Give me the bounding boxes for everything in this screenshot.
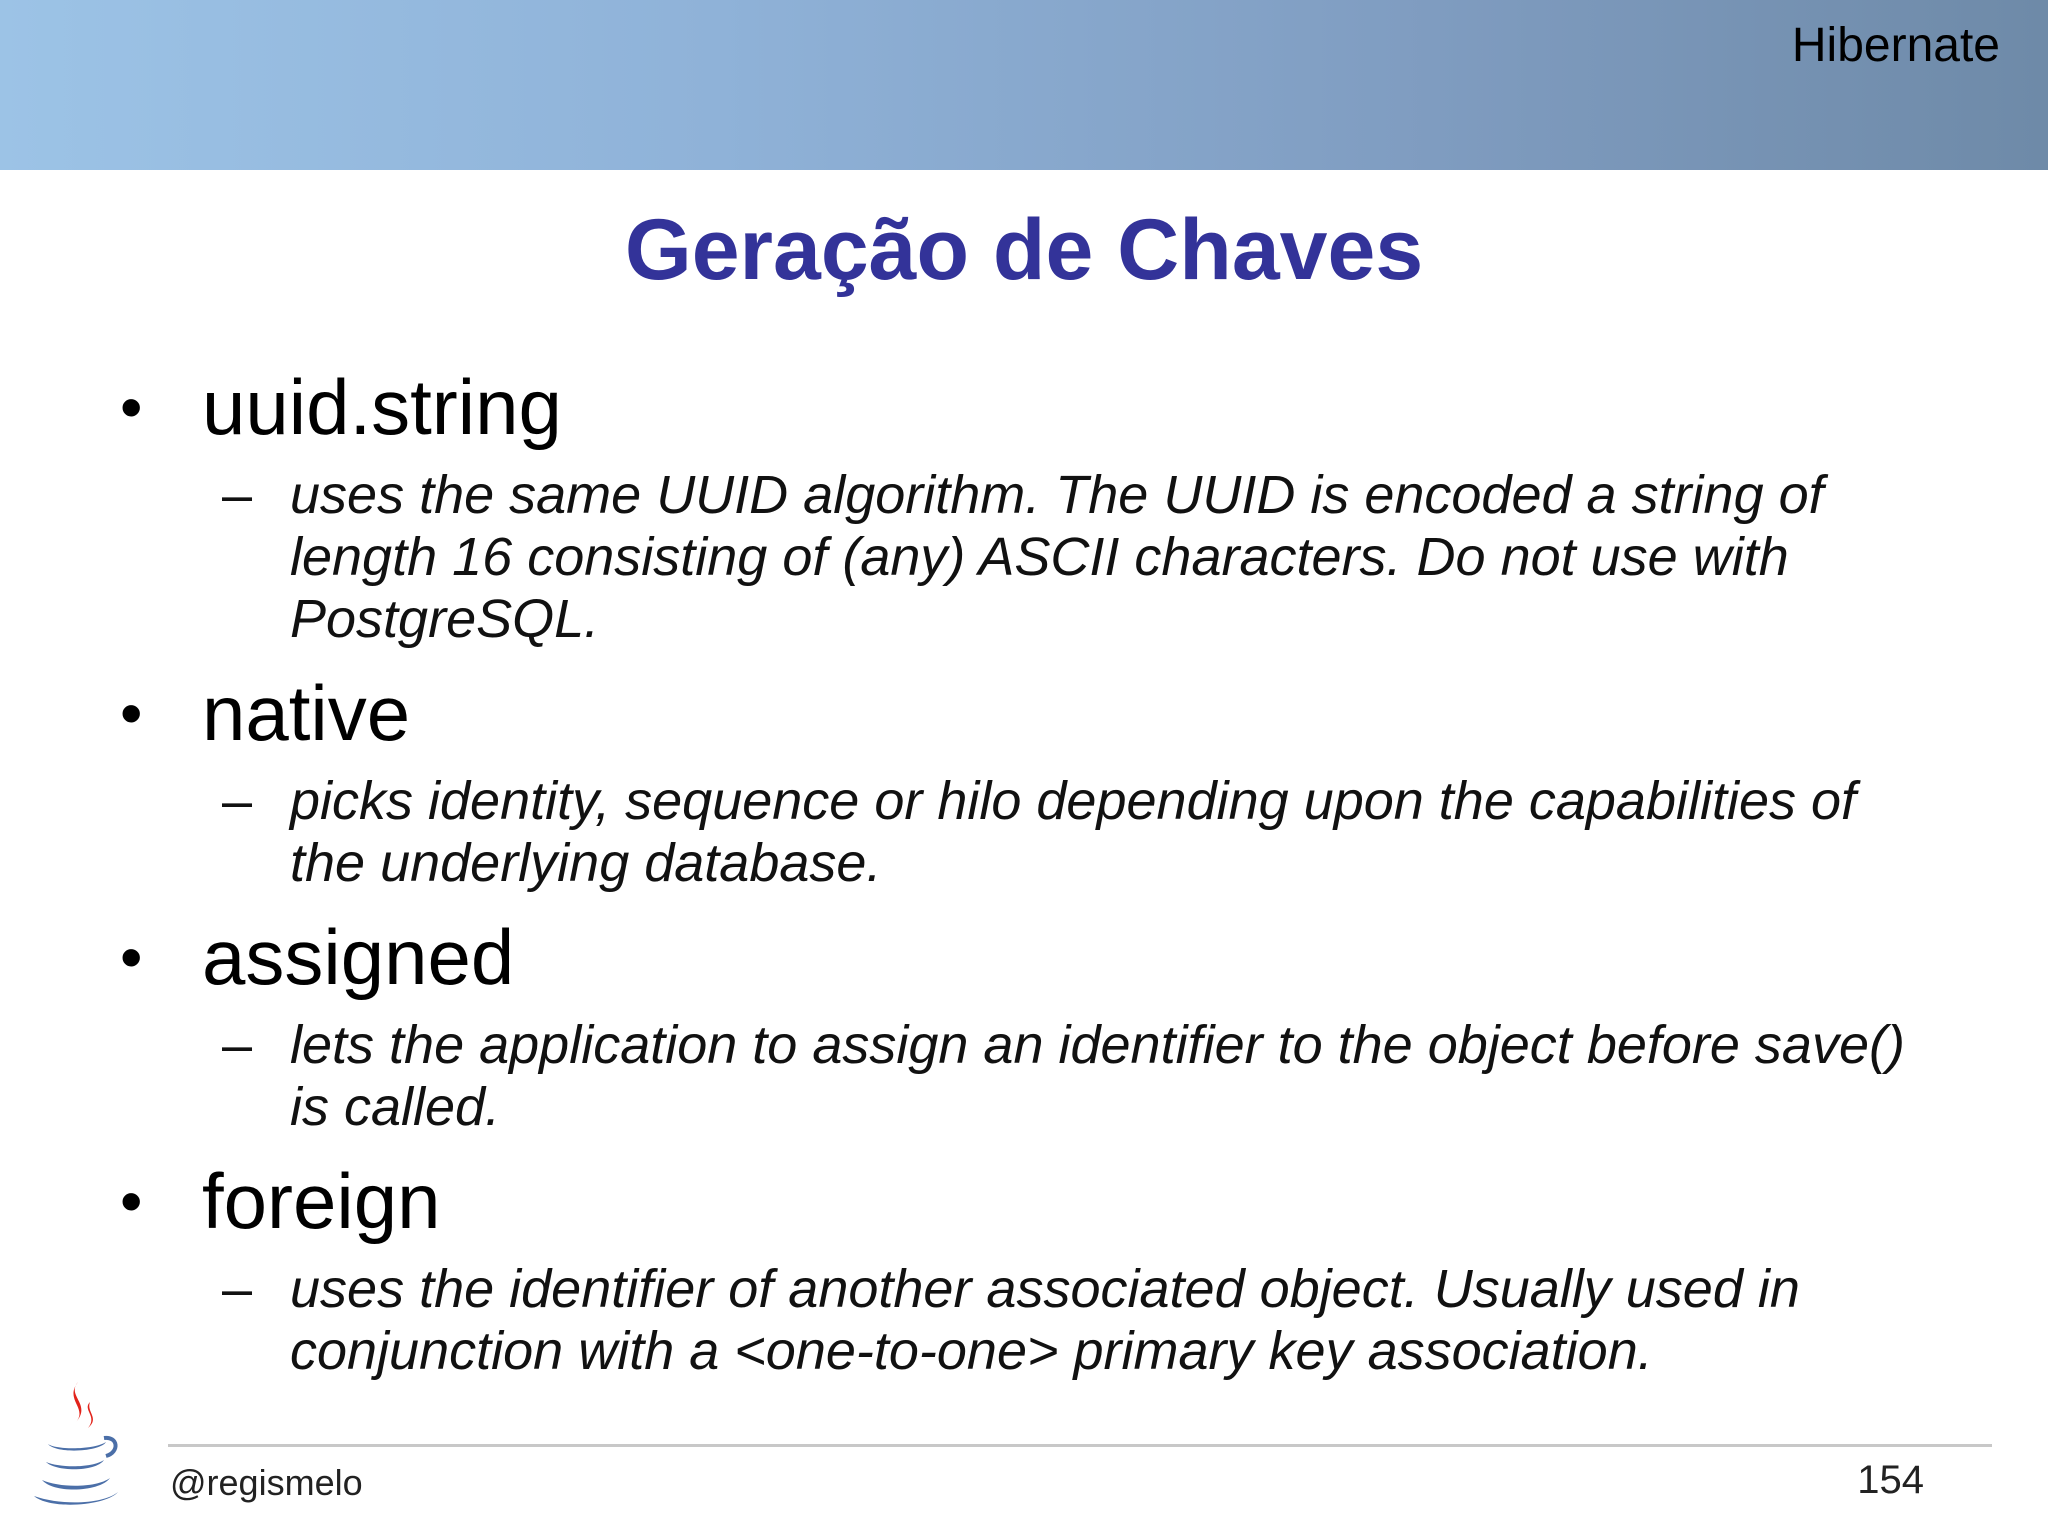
bullet-item — [120, 912, 1940, 1002]
sub-item-text: picks identity, sequence or hilo depending upon the capabilities of the underlying database. — [290, 771, 1857, 893]
bullet-term: foreign — [202, 1157, 441, 1245]
sub-item-text: lets the application to assign an identifier to the object before save() is called. — [290, 1015, 1905, 1137]
bullet-term: native — [202, 669, 411, 757]
bullet-item — [120, 668, 1940, 758]
bullet-dot-icon: • — [120, 677, 143, 749]
header-label: Hibernate — [1791, 19, 2000, 72]
sub-item — [120, 1258, 1940, 1382]
footer-handle: @regismelo — [170, 1462, 363, 1503]
bullet-dot-icon: • — [120, 921, 143, 993]
dash-icon: – — [222, 1259, 253, 1319]
sub-item — [120, 464, 1940, 650]
sub-item-text: uses the same UUID algorithm. The UUID is encoded a string of length 16 consisting of (any) ASCII characters. Do not use with PostgreSQL. — [290, 465, 1824, 649]
sub-item — [120, 770, 1940, 894]
bullet-term: assigned — [202, 913, 515, 1001]
dash-icon: – — [222, 1015, 253, 1075]
dash-icon: – — [222, 465, 253, 525]
dash-icon: – — [222, 771, 253, 831]
header-bar — [0, 0, 2048, 170]
footer-divider — [168, 1444, 1992, 1447]
bullet-item — [120, 1156, 1940, 1246]
bullet-term: uuid.string — [202, 363, 562, 451]
page-number: 154 — [1857, 1458, 1924, 1502]
java-logo-icon — [26, 1378, 126, 1506]
bullet-item — [120, 362, 1940, 452]
sub-item-text: uses the identifier of another associated object. Usually used in conjunction with a <one-to-one> primary key association. — [290, 1259, 1800, 1381]
bullet-dot-icon: • — [120, 371, 143, 443]
slide-title: Geração de Chaves — [624, 202, 1424, 298]
sub-item — [120, 1014, 1940, 1138]
bullet-dot-icon: • — [120, 1165, 143, 1237]
bullet-list — [120, 362, 1940, 1400]
